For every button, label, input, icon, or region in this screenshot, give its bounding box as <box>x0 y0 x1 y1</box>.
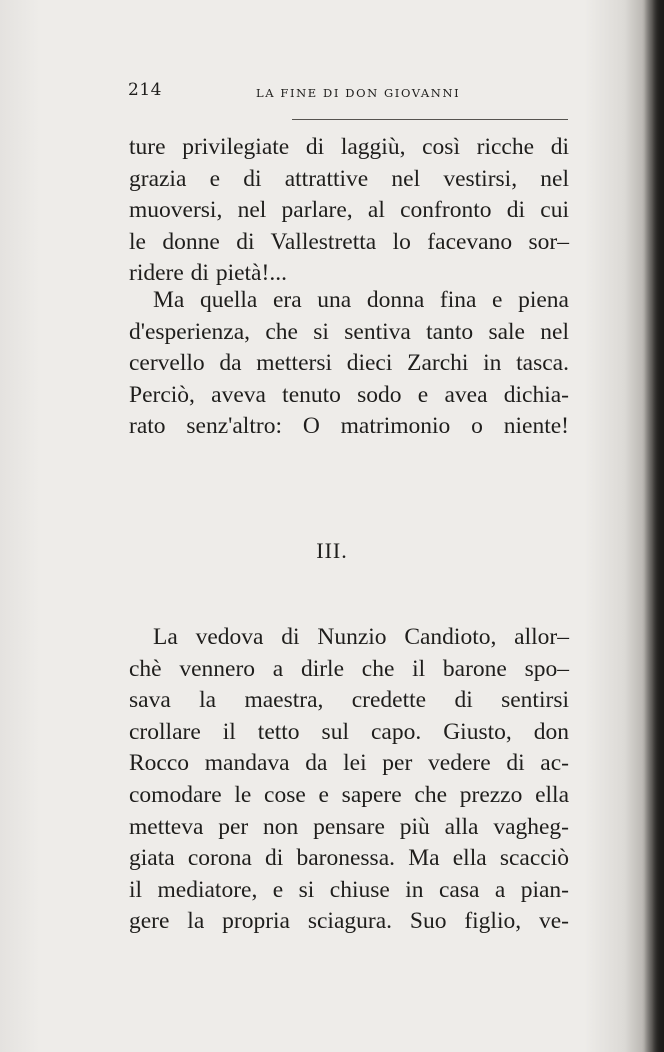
text-line: d'esperienza, che si sentiva tanto sale nel <box>129 318 569 345</box>
text-line: gere la propria sciagura. Suo figlio, ve- <box>129 908 569 935</box>
page-header <box>128 80 568 102</box>
text-line: ture privilegiate di laggiù, così ricche di <box>129 134 569 160</box>
text-line: ridere di pietà!... <box>129 260 287 287</box>
text-line: comodare le cose e sapere che prezzo ella <box>129 781 569 808</box>
text-line: grazia e di attrattive nel vestirsi, nel <box>129 165 569 192</box>
text-line: chè vennero a dirle che il barone spo– <box>129 655 569 682</box>
text-line: Perciò, aveva tenuto sodo e avea dichia- <box>129 381 569 408</box>
paragraph-2 <box>129 285 569 443</box>
section-heading: III. <box>316 538 348 563</box>
running-title: LA FINE DI DON GIOVANNI <box>256 86 461 100</box>
text-line: cervello da mettersi dieci Zarchi in tasca. <box>129 350 569 377</box>
text-line: il mediatore, e si chiuse in casa a pian- <box>129 876 569 903</box>
text-line: Ma quella era una donna fina e piena <box>153 287 569 313</box>
paragraph-3 <box>129 622 569 938</box>
text-line: Rocco mandava da lei per vedere di ac- <box>129 750 569 777</box>
text-line: La vedova di Nunzio Candioto, allor– <box>153 624 569 650</box>
text-line: rato senz'altro: O matrimonio o niente! <box>129 413 569 440</box>
text-line: crollare il tetto sul capo. Giusto, don <box>129 718 569 745</box>
page-number: 214 <box>128 80 162 100</box>
text-line: sava la maestra, credette di sentirsi <box>129 687 569 714</box>
paragraph-1 <box>129 132 569 290</box>
text-line: giata corona di baronessa. Ma ella scacciò <box>129 845 569 872</box>
header-rule <box>292 119 568 120</box>
text-line: muoversi, nel parlare, al confronto di cui <box>129 197 569 224</box>
text-line: metteva per non pensare più alla vagheg- <box>129 813 569 840</box>
page-gutter-shadow <box>642 0 664 1052</box>
text-line: le donne di Vallestretta lo facevano sor– <box>129 228 569 255</box>
